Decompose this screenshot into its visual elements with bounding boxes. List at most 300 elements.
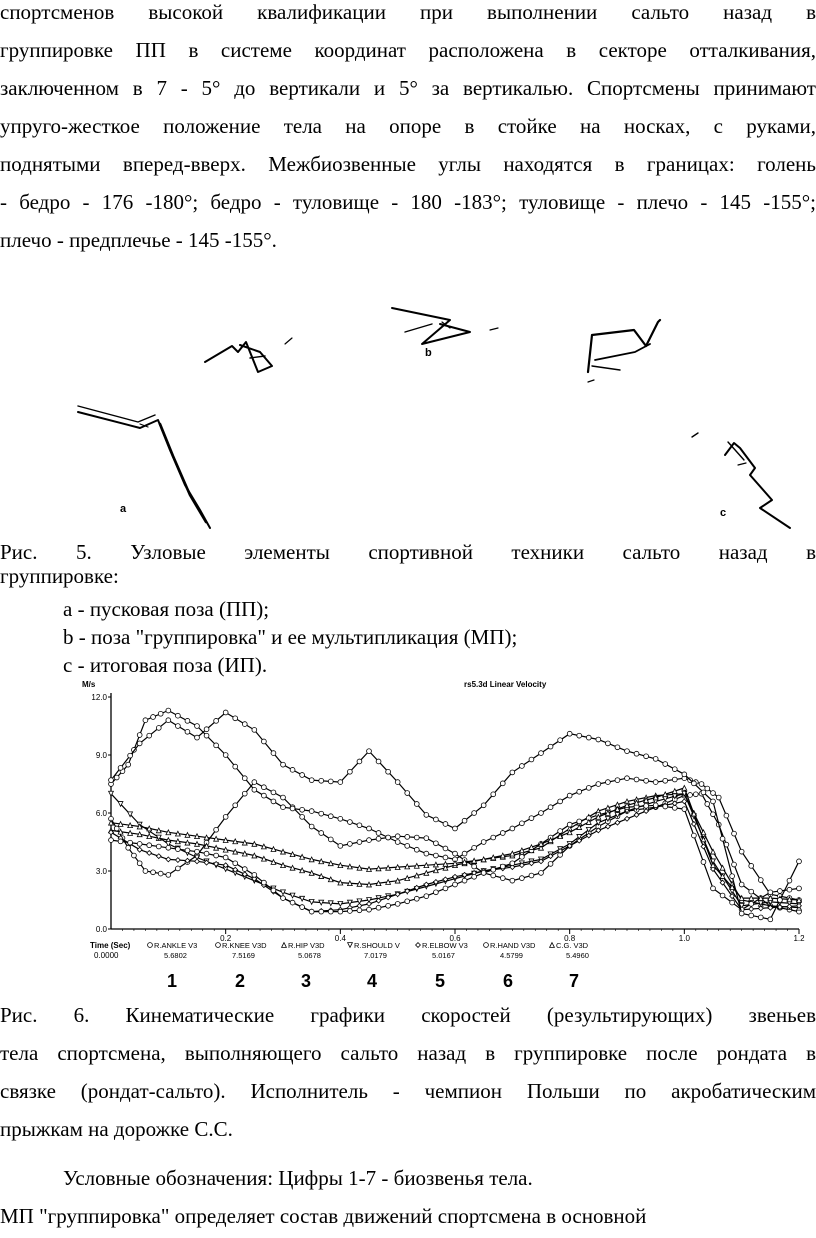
data-point	[491, 835, 496, 840]
data-point	[453, 882, 458, 887]
data-point	[596, 782, 601, 787]
data-point	[223, 814, 228, 819]
pose-b-figures	[205, 308, 660, 372]
data-point	[739, 849, 744, 854]
legend-series-name: R.HIP V3D	[288, 941, 325, 950]
legend-series-value: 5.0167	[432, 951, 455, 960]
text-line: поднятыми вперед-вверх. Межбиозвенные углы находятся в границах: голень	[0, 152, 816, 176]
data-point	[347, 769, 352, 774]
data-point	[653, 803, 658, 808]
data-point	[663, 804, 668, 809]
y-tick-label: 0.0	[95, 925, 107, 934]
series-group	[109, 799, 802, 914]
text-line: группировке ПП в системе координат расположена в секторе отталкивания,	[0, 38, 816, 62]
data-point	[433, 853, 438, 858]
series-group	[109, 708, 802, 902]
data-point	[357, 903, 362, 908]
data-point	[484, 943, 489, 948]
data-point	[720, 836, 725, 841]
data-point	[347, 820, 352, 825]
data-point	[386, 769, 391, 774]
data-point	[290, 767, 295, 772]
series-line	[111, 711, 799, 901]
data-point	[433, 817, 438, 822]
data-point	[338, 780, 343, 785]
data-point	[558, 738, 563, 743]
data-point	[615, 778, 620, 783]
data-point	[158, 871, 163, 876]
data-point	[500, 831, 505, 836]
data-point	[309, 824, 314, 829]
data-point	[128, 840, 133, 845]
data-point	[347, 842, 352, 847]
data-point	[132, 853, 137, 858]
data-point	[137, 842, 142, 847]
data-point	[787, 878, 792, 883]
data-point	[433, 890, 438, 895]
data-point	[472, 845, 477, 850]
data-point	[711, 849, 716, 854]
data-point	[242, 791, 247, 796]
data-point	[252, 872, 257, 877]
data-point	[414, 802, 419, 807]
data-point	[472, 874, 477, 879]
data-point	[472, 864, 477, 869]
data-point	[151, 870, 156, 875]
data-point	[376, 759, 381, 764]
data-point	[261, 739, 266, 744]
data-point	[510, 770, 515, 775]
data-point	[682, 799, 687, 804]
legend-series-name: R.ELBOW V3	[422, 941, 468, 950]
legend-series-number: 3	[300, 971, 312, 991]
data-point	[367, 907, 372, 912]
legend-series-number: 2	[234, 971, 246, 991]
data-point	[143, 869, 148, 874]
data-point	[319, 909, 324, 914]
data-point	[156, 844, 161, 849]
data-point	[705, 802, 710, 807]
data-point	[567, 822, 572, 827]
data-point	[147, 843, 152, 848]
data-point	[147, 851, 152, 856]
data-point	[711, 799, 716, 804]
data-point	[705, 786, 710, 791]
data-point	[204, 851, 209, 856]
data-point	[730, 874, 735, 879]
data-point	[271, 888, 276, 893]
data-point	[195, 859, 200, 864]
data-point	[195, 724, 200, 729]
legend-series-value: 5.0678	[298, 951, 321, 960]
data-point	[395, 780, 400, 785]
data-point	[462, 818, 467, 823]
data-point	[481, 840, 486, 845]
legend-series-name: R.ANKLE V3	[154, 941, 198, 950]
data-point	[424, 894, 429, 899]
data-point	[175, 724, 180, 729]
data-point	[625, 749, 630, 754]
data-point	[768, 917, 773, 922]
data-point	[711, 791, 716, 796]
x-tick-label: 0.2	[220, 934, 232, 943]
data-point	[758, 906, 763, 911]
data-point	[290, 900, 295, 905]
data-point	[424, 813, 429, 818]
data-point	[539, 751, 544, 756]
chart-series-layer	[109, 708, 802, 922]
data-point	[233, 861, 238, 866]
data-point	[732, 862, 737, 867]
data-point	[300, 773, 305, 778]
data-point	[758, 915, 763, 920]
figure-5-item-c: c - итоговая поза (ИП).	[63, 653, 268, 677]
data-point	[548, 805, 553, 810]
data-point	[216, 943, 221, 948]
data-point	[453, 851, 458, 856]
chart-legend	[90, 941, 589, 991]
data-point	[395, 840, 400, 845]
data-point	[300, 807, 305, 812]
data-point	[724, 813, 729, 818]
data-point	[309, 909, 314, 914]
data-point	[605, 780, 610, 785]
data-point	[691, 833, 696, 838]
data-point	[376, 905, 381, 910]
data-point	[166, 872, 171, 877]
data-point	[357, 908, 362, 913]
data-point	[548, 862, 553, 867]
data-point	[109, 778, 114, 783]
y-tick-label: 9.0	[95, 751, 107, 760]
data-point	[663, 778, 668, 783]
data-point	[156, 854, 161, 859]
data-point	[596, 737, 601, 742]
pose-c-figure	[725, 442, 790, 528]
data-point	[691, 822, 696, 827]
data-point	[118, 765, 123, 770]
data-point	[204, 727, 209, 732]
data-point	[663, 762, 668, 767]
legend-series-name: R.KNEE V3D	[222, 941, 267, 950]
legend-series-number: 6	[502, 971, 514, 991]
data-point	[682, 807, 687, 812]
data-point	[605, 741, 610, 746]
data-point	[405, 843, 410, 848]
data-point	[567, 793, 572, 798]
data-point	[348, 943, 353, 948]
x-tick-label: 0.8	[564, 934, 576, 943]
data-point	[416, 943, 421, 948]
data-point	[414, 835, 419, 840]
data-point	[233, 803, 238, 808]
figure-5-item-a: a - пусковая поза (ПП);	[63, 597, 270, 621]
data-point	[137, 861, 142, 866]
data-point	[615, 745, 620, 750]
data-point	[730, 900, 735, 905]
data-point	[491, 873, 496, 878]
data-point	[185, 718, 190, 723]
data-point	[166, 718, 171, 723]
data-point	[223, 753, 228, 758]
legend-series-name: R.HAND V3D	[490, 941, 536, 950]
y-tick-label: 12.0	[91, 693, 107, 702]
data-point	[309, 778, 314, 783]
data-point	[405, 791, 410, 796]
data-point	[462, 878, 467, 883]
data-point	[281, 896, 286, 901]
data-point	[634, 751, 639, 756]
data-point	[114, 826, 119, 831]
data-point	[577, 825, 582, 830]
legend-note: Условные обозначения: Цифры 1-7 - биозвенья тела.	[63, 1166, 533, 1190]
data-point	[214, 743, 219, 748]
data-point	[462, 851, 467, 856]
data-point	[443, 855, 448, 860]
data-point	[797, 886, 802, 891]
x-tick-label: 1.0	[678, 934, 690, 943]
data-point	[151, 715, 156, 720]
data-point	[300, 905, 305, 910]
data-point	[214, 718, 219, 723]
figure-5-stick-figures	[60, 300, 800, 535]
data-point	[319, 831, 324, 836]
data-point	[367, 749, 372, 754]
data-point	[749, 863, 754, 868]
data-point	[137, 741, 142, 746]
legend-series-number: 4	[366, 971, 378, 991]
data-point	[252, 780, 257, 785]
text-line: плечо - предплечье - 145 -155°.	[0, 228, 277, 252]
data-point	[768, 890, 773, 895]
data-point	[338, 909, 343, 914]
legend-series-value: 7.5169	[232, 951, 255, 960]
data-point	[577, 733, 582, 738]
data-point	[653, 780, 658, 785]
text-line: спортсменов высокой квалификации при выполнении сальто назад в	[0, 0, 816, 24]
chart-title: rs5.3d Linear Velocity	[464, 680, 547, 689]
x-tick-label: 0.6	[449, 934, 461, 943]
data-point	[282, 943, 287, 948]
data-point	[204, 733, 209, 738]
legend-series-value: 7.0179	[364, 951, 387, 960]
data-point	[519, 854, 524, 859]
data-point	[424, 851, 429, 856]
data-point	[749, 901, 754, 906]
data-point	[156, 726, 161, 731]
data-point	[300, 814, 305, 819]
data-point	[126, 762, 131, 767]
data-point	[424, 836, 429, 841]
data-point	[691, 781, 696, 786]
data-point	[558, 799, 563, 804]
data-point	[701, 860, 706, 865]
data-point	[644, 778, 649, 783]
data-point	[195, 735, 200, 740]
data-point	[481, 871, 486, 876]
data-point	[443, 886, 448, 891]
data-point	[539, 811, 544, 816]
data-point	[166, 845, 171, 850]
data-point	[328, 779, 333, 784]
data-point	[148, 943, 153, 948]
data-point	[558, 829, 563, 834]
data-point	[414, 896, 419, 901]
data-point	[758, 878, 763, 883]
data-point	[567, 731, 572, 736]
data-point	[223, 710, 228, 715]
data-point	[644, 754, 649, 759]
pose-a-figure	[78, 406, 210, 528]
figure-5-item-b: b - поза "группировка" и ее мультипликация (МП);	[63, 625, 518, 649]
data-point	[491, 792, 496, 797]
data-point	[309, 809, 314, 814]
data-point	[586, 785, 591, 790]
data-point	[328, 814, 333, 819]
data-point	[749, 889, 754, 894]
data-point	[414, 847, 419, 852]
data-point	[386, 903, 391, 908]
data-point	[175, 866, 180, 871]
data-point	[510, 826, 515, 831]
data-point	[261, 793, 266, 798]
legend-series-number: 5	[434, 971, 446, 991]
data-point	[281, 762, 286, 767]
data-point	[166, 708, 171, 713]
y-axis-label: M/s	[82, 680, 96, 689]
figure-6-velocity-chart	[84, 677, 816, 992]
data-point	[529, 816, 534, 821]
data-point	[711, 886, 716, 891]
data-point	[214, 827, 219, 832]
data-point	[699, 782, 704, 787]
data-point	[605, 824, 610, 829]
data-point	[376, 836, 381, 841]
data-point	[777, 889, 782, 894]
y-tick-label: 3.0	[95, 867, 107, 876]
data-point	[720, 893, 725, 898]
data-point	[175, 713, 180, 718]
data-point	[261, 785, 266, 790]
data-point	[395, 901, 400, 906]
data-point	[281, 805, 286, 810]
data-point	[175, 858, 180, 863]
data-point	[672, 767, 677, 772]
data-point	[252, 787, 257, 792]
data-point	[739, 882, 744, 887]
data-point	[281, 795, 286, 800]
data-point	[443, 846, 448, 851]
legend-series-name: C.G. V3D	[556, 941, 589, 950]
data-point	[109, 838, 114, 843]
figure-6-caption: Рис. 6. Кинематические графики скоростей (результирующих) звеньев	[0, 1003, 816, 1027]
data-point	[672, 777, 677, 782]
figure-6-caption: тела спортсмена, выполняющего сальто назад в группировке после рондата в	[0, 1041, 816, 1065]
data-point	[615, 820, 620, 825]
data-point	[328, 909, 333, 914]
data-point	[357, 823, 362, 828]
data-point	[577, 789, 582, 794]
data-point	[472, 811, 477, 816]
data-point	[586, 735, 591, 740]
legend-series-name: R.SHOULD V	[354, 941, 400, 950]
data-point	[242, 776, 247, 781]
data-point	[688, 793, 693, 798]
data-point	[242, 722, 247, 727]
data-point	[653, 756, 658, 761]
text-line: заключенном в 7 - 5° до вертикали и 5° за вертикалью. Спортсмены принимают	[0, 76, 816, 100]
data-point	[367, 826, 372, 831]
data-point	[787, 887, 792, 892]
data-point	[634, 813, 639, 818]
data-point	[749, 913, 754, 918]
data-point	[137, 733, 142, 738]
data-point	[143, 718, 148, 723]
data-point	[214, 853, 219, 858]
data-point	[233, 764, 238, 769]
data-point	[271, 751, 276, 756]
data-point	[711, 812, 716, 817]
data-point	[357, 759, 362, 764]
data-point	[386, 835, 391, 840]
data-point	[644, 804, 649, 809]
data-point	[749, 907, 754, 912]
data-point	[367, 838, 372, 843]
data-point	[242, 867, 247, 872]
chart-axes	[91, 693, 805, 943]
data-point	[128, 753, 133, 758]
series-group	[109, 791, 802, 910]
data-point	[261, 880, 266, 885]
data-point	[500, 864, 505, 869]
data-point	[405, 899, 410, 904]
data-point	[376, 831, 381, 836]
data-point	[682, 772, 687, 777]
figure-5-caption-cont: группировке:	[0, 564, 119, 588]
data-point	[625, 816, 630, 821]
data-point	[491, 867, 496, 872]
data-point	[338, 843, 343, 848]
data-point	[319, 811, 324, 816]
data-point	[271, 799, 276, 804]
legend-series-value: 5.6802	[164, 951, 187, 960]
label-b: b	[425, 347, 432, 359]
data-point	[166, 857, 171, 862]
data-point	[716, 795, 721, 800]
data-point	[118, 839, 123, 844]
data-point	[672, 805, 677, 810]
data-point	[481, 803, 486, 808]
data-point	[367, 901, 372, 906]
data-point	[777, 898, 782, 903]
data-point	[529, 873, 534, 878]
series-group	[109, 791, 802, 908]
data-point	[510, 878, 515, 883]
text-line: упруго-жесткое положение тела на опоре в стойке на носках, с руками,	[0, 114, 816, 138]
x-tick-label: 0.4	[334, 934, 346, 943]
data-point	[158, 711, 163, 716]
data-point	[701, 790, 706, 795]
data-point	[338, 816, 343, 821]
data-point	[147, 733, 152, 738]
y-tick-label: 6.0	[95, 809, 107, 818]
data-point	[732, 831, 737, 836]
data-point	[233, 716, 238, 721]
data-point	[433, 841, 438, 846]
label-a: a	[120, 503, 127, 515]
data-point	[347, 909, 352, 914]
legend-series-value: 5.4960	[566, 951, 589, 960]
